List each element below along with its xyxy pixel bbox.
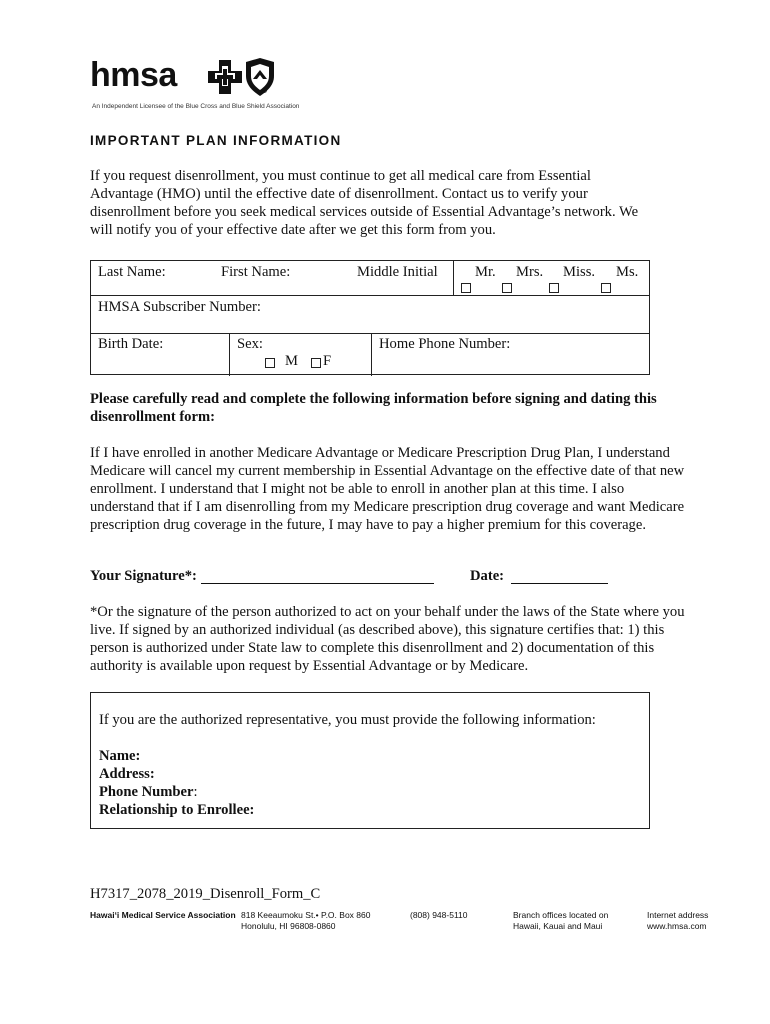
representative-box (90, 692, 650, 829)
instructions-heading: Please carefully read and complete the following information before signing and dating this disenrollment form: (90, 391, 657, 425)
footer-branch-line1: Branch offices located on (513, 910, 609, 920)
table-divider (229, 333, 230, 376)
rep-phone-colon: : (193, 784, 198, 800)
footer-phone: (808) 948-5110 (410, 910, 468, 920)
date-field[interactable] (511, 583, 608, 584)
date-label: Date: (470, 568, 505, 584)
footer-address (241, 910, 370, 932)
hmsa-logo-wordmark: hmsa (90, 56, 177, 94)
table-divider (453, 261, 454, 295)
middle-initial-label: Middle Initial (357, 264, 438, 280)
last-name-label: Last Name: (98, 264, 166, 280)
sex-m-label: M (285, 353, 298, 369)
blue-cross-icon (208, 60, 242, 94)
footer-web-line1: Internet address (647, 910, 709, 920)
footer-web-link[interactable]: www.hmsa.com (647, 921, 707, 931)
title-mrs-label: Mrs. (516, 264, 544, 280)
subscriber-row (91, 295, 649, 334)
blue-shield-icon (244, 58, 276, 96)
name-row (91, 261, 649, 296)
page-title: IMPORTANT PLAN INFORMATION (90, 133, 342, 148)
signature-field[interactable] (201, 583, 434, 584)
footer-branch-line2: Hawaii, Kauai and Maui (513, 921, 603, 931)
first-name-label: First Name: (221, 264, 291, 280)
sex-label: Sex: (237, 336, 263, 352)
home-phone-label: Home Phone Number: (379, 336, 511, 352)
signature-footnote: *Or the signature of the person authorized to act on your behalf under the laws of the State where you live. If signed by an authorized individual (as described above), this signature certifies that: 1) this person is authorized under State law to complete this disenrollment and 2) documentation of this authority is available upon request by Essential Advantage or by Medicare. (90, 604, 685, 674)
title-mrs-checkbox[interactable] (502, 283, 512, 293)
form-id: H7317_2078_2019_Disenroll_Form_C (90, 886, 321, 902)
footer-address-line1: 818 Keeaumoku St.• P.O. Box 860 (241, 910, 371, 920)
rep-address-label: Address: (99, 766, 155, 782)
representative-intro: If you are the authorized representative, you must provide the following information: (99, 712, 596, 728)
details-row (91, 333, 649, 376)
footer-branches (513, 910, 608, 932)
subscriber-number-label: HMSA Subscriber Number: (98, 299, 261, 315)
birth-date-label: Birth Date: (98, 336, 164, 352)
rep-phone-label (99, 784, 198, 801)
intro-paragraph: If you request disenrollment, you must continue to get all medical care from Essential Advantage (HMO) until the effective date of disenrollment. Contact us to verify your disenrollment before you seek medical services outside of Essential Advantage’s network. We will notify you of your effective date after we get this form from you. (90, 168, 639, 238)
rep-relationship-label: Relationship to Enrollee: (99, 802, 255, 818)
title-miss-checkbox[interactable] (549, 283, 559, 293)
footer-org: Hawai‘i Medical Service Association (90, 910, 236, 920)
footer-web (647, 910, 708, 932)
logo-tagline: An Independent Licensee of the Blue Cross and Blue Shield Association (92, 103, 300, 110)
member-info-table (90, 260, 650, 375)
signature-label: Your Signature*: (90, 568, 197, 584)
rep-name-label: Name: (99, 748, 141, 764)
table-divider (371, 333, 372, 376)
title-mr-checkbox[interactable] (461, 283, 471, 293)
sex-m-checkbox[interactable] (265, 358, 275, 368)
title-mr-label: Mr. (475, 264, 496, 280)
sex-f-checkbox[interactable] (311, 358, 321, 368)
sex-f-label: F (323, 353, 332, 369)
footer-address-line2: Honolulu, HI 96808-0860 (241, 921, 336, 931)
statement-paragraph: If I have enrolled in another Medicare Advantage or Medicare Prescription Drug Plan, I understand Medicare will cancel my current membership in Essential Advantage on the effective date of that new enrollment. I understand that I might not be able to enroll in another plan at this time. I also understand that if I am disenrolling from my Medicare prescription drug coverage and want Medicare prescription drug coverage in the future, I may have to pay a higher premium for this coverage. (90, 445, 685, 533)
registered-mark: ® (262, 88, 268, 95)
title-ms-label: Ms. (616, 264, 639, 280)
title-miss-label: Miss. (563, 264, 596, 280)
rep-phone-text: Phone Number (99, 784, 194, 800)
title-ms-checkbox[interactable] (601, 283, 611, 293)
